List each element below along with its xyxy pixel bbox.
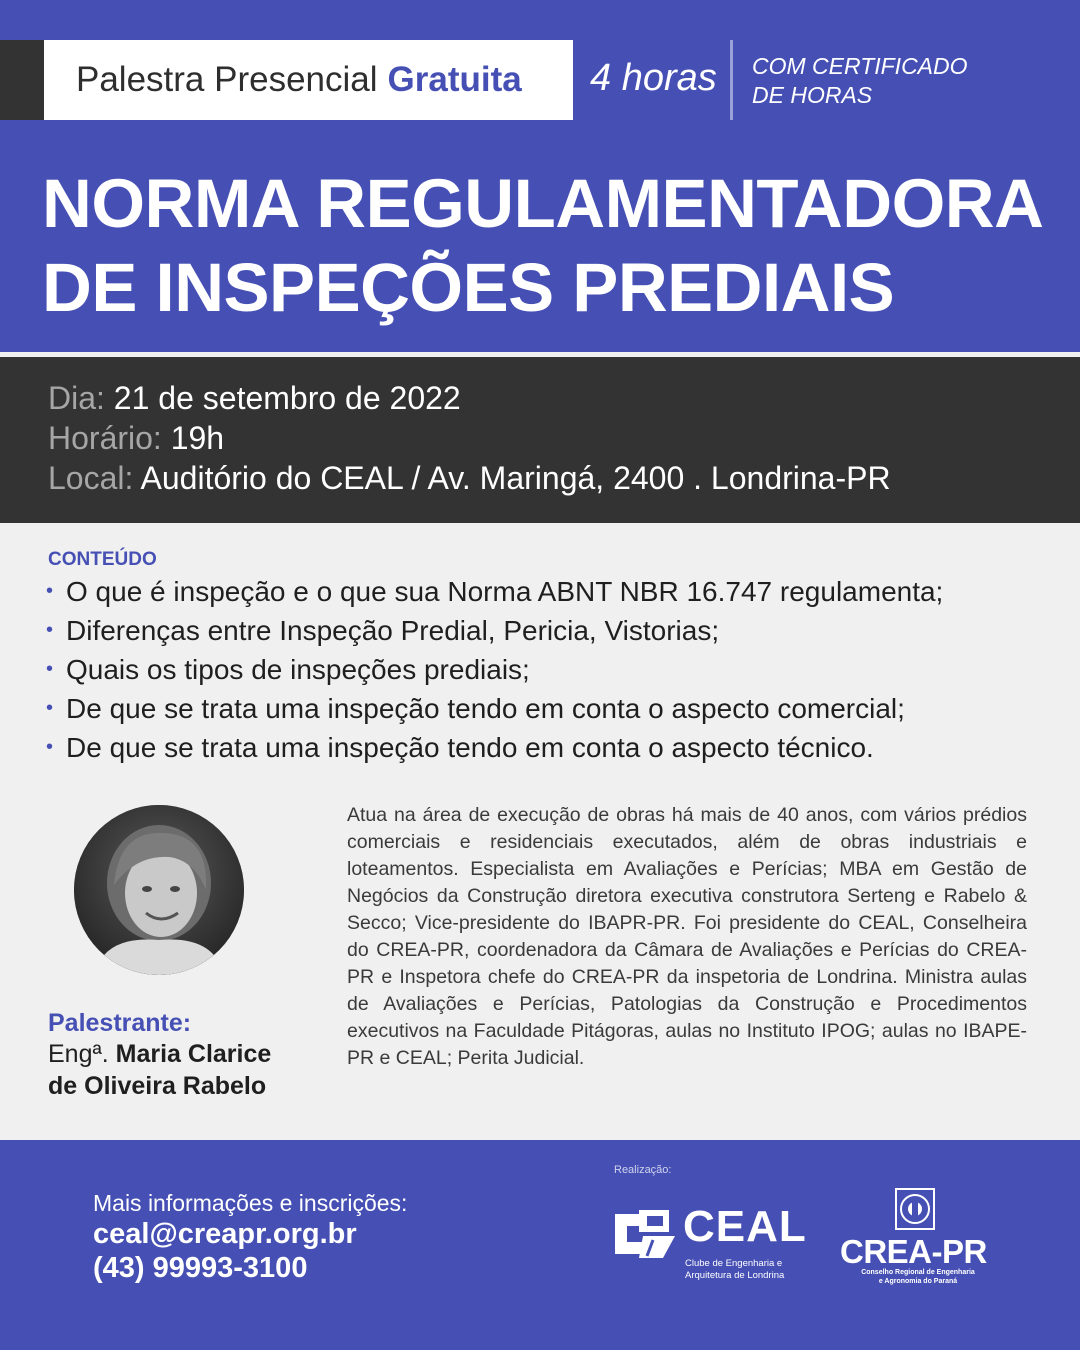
footer-section (0, 1140, 1080, 1350)
speaker-name (48, 1038, 271, 1102)
badge-accent-text: Gratuita (387, 60, 522, 99)
speaker-photo (74, 805, 244, 975)
bullet-dot-icon: • (46, 736, 54, 758)
location-label: Local: (48, 460, 134, 496)
list-item-text: Diferenças entre Inspeção Predial, Pericia, Vistorias; (66, 615, 720, 646)
ceal-subtitle-line-2: Arquitetura de Londrina (685, 1270, 785, 1281)
crea-wordmark: CREA-PR (840, 1233, 987, 1270)
crea-logo (838, 1187, 998, 1297)
list-item (46, 730, 943, 769)
list-item-text: Quais os tipos de inspeções prediais; (66, 654, 530, 685)
crea-subtitle-line-1: Conselho Regional de Engenharia (861, 1269, 975, 1276)
crea-subtitle-line-2: e Agronomia do Paraná (878, 1278, 958, 1285)
ceal-subtitle (685, 1258, 784, 1282)
certificate-line-1: COM CERTIFICADO (752, 53, 968, 79)
date-row (48, 378, 1080, 418)
crea-seal-icon (894, 1187, 936, 1231)
contact-phone[interactable]: (43) 99993-3100 (93, 1252, 308, 1284)
location-value: Auditório do CEAL / Av. Maringá, 2400 . Londrina-PR (140, 460, 891, 496)
location-row (48, 458, 1080, 498)
more-info-label: Mais informações e inscrições: (93, 1190, 408, 1216)
bullet-dot-icon: • (46, 658, 54, 680)
ceal-subtitle-line-1: Clube de Engenharia e (685, 1258, 783, 1269)
ceal-wordmark: CEAL (683, 1202, 807, 1251)
speaker-label: Palestrante: (48, 1009, 192, 1037)
list-item-text: O que é inspeção e o que sua Norma ABNT NBR 16.747 regulamenta; (66, 576, 944, 607)
list-item (46, 574, 943, 613)
header-accent-strip (0, 40, 44, 120)
list-item-text: De que se trata uma inspeção tendo em conta o aspecto técnico. (66, 732, 874, 763)
list-item (46, 691, 943, 730)
duration-label: 4 horas (590, 57, 717, 99)
event-title (42, 162, 1043, 330)
time-label: Horário: (48, 420, 162, 456)
contact-email[interactable]: ceal@creapr.org.br (93, 1218, 357, 1250)
speaker-portrait-icon (74, 805, 244, 975)
certificate-note (752, 52, 968, 110)
bullet-dot-icon: • (46, 619, 54, 641)
list-item (46, 652, 943, 691)
content-list (46, 574, 943, 769)
crea-subtitle (844, 1268, 992, 1286)
time-value: 19h (170, 420, 225, 456)
speaker-bio: Atua na área de execução de obras há mais de 40 anos, com vários prédios comerciais e residenciais executados, além de obras industriais e loteamentos. Especialista em Avaliações e Perícias; MBA em Gestão de Negócios da Construção diretora executiva construtora Serteng e Rabelo & Secco; Vice-presidente do IBAPR-PR. Foi presidente do CEAL, Conselheira do CREA-PR, coordenadora da Câmara de Avaliações e Perícias do CREA-PR e Inspetora chefe do CREA-PR da inspetoria de Londrina. Ministra aulas de Avaliações e Perícias, Patologias da Construção e Procedimentos executivos na Faculdade Pitágoras, aulas no Instituto IPOG; aulas no IBAPE-PR e CEAL; Perita Judicial. (347, 804, 1027, 1069)
date-label: Dia: (48, 380, 105, 416)
certificate-line-2: DE HORAS (752, 82, 873, 108)
speaker-name-part-2: de Oliveira Rabelo (48, 1072, 267, 1100)
list-item-text: De que se trata uma inspeção tendo em conta o aspecto comercial; (66, 693, 905, 724)
ceal-logo-mark (613, 1206, 679, 1262)
bullet-dot-icon: • (46, 580, 54, 602)
event-info-panel (0, 357, 1080, 523)
badge-text: Palestra Presencial (76, 60, 378, 99)
title-line-2: DE INSPEÇÕES PREDIAIS (42, 249, 895, 326)
title-line-1: NORMA REGULAMENTADORA (42, 165, 1044, 242)
ceal-logo (613, 1198, 807, 1284)
content-heading: CONTEÚDO (48, 549, 157, 570)
time-row (48, 418, 1080, 458)
list-item (46, 613, 943, 652)
date-value: 21 de setembro de 2022 (113, 380, 461, 416)
event-type-badge (44, 40, 573, 120)
organizer-label: Realização: (614, 1164, 672, 1176)
bullet-dot-icon: • (46, 697, 54, 719)
header-divider (730, 40, 733, 120)
speaker-name-part-1: Maria Clarice (115, 1040, 272, 1068)
header-section (0, 0, 1080, 352)
speaker-title-prefix: Engª. (48, 1040, 109, 1068)
